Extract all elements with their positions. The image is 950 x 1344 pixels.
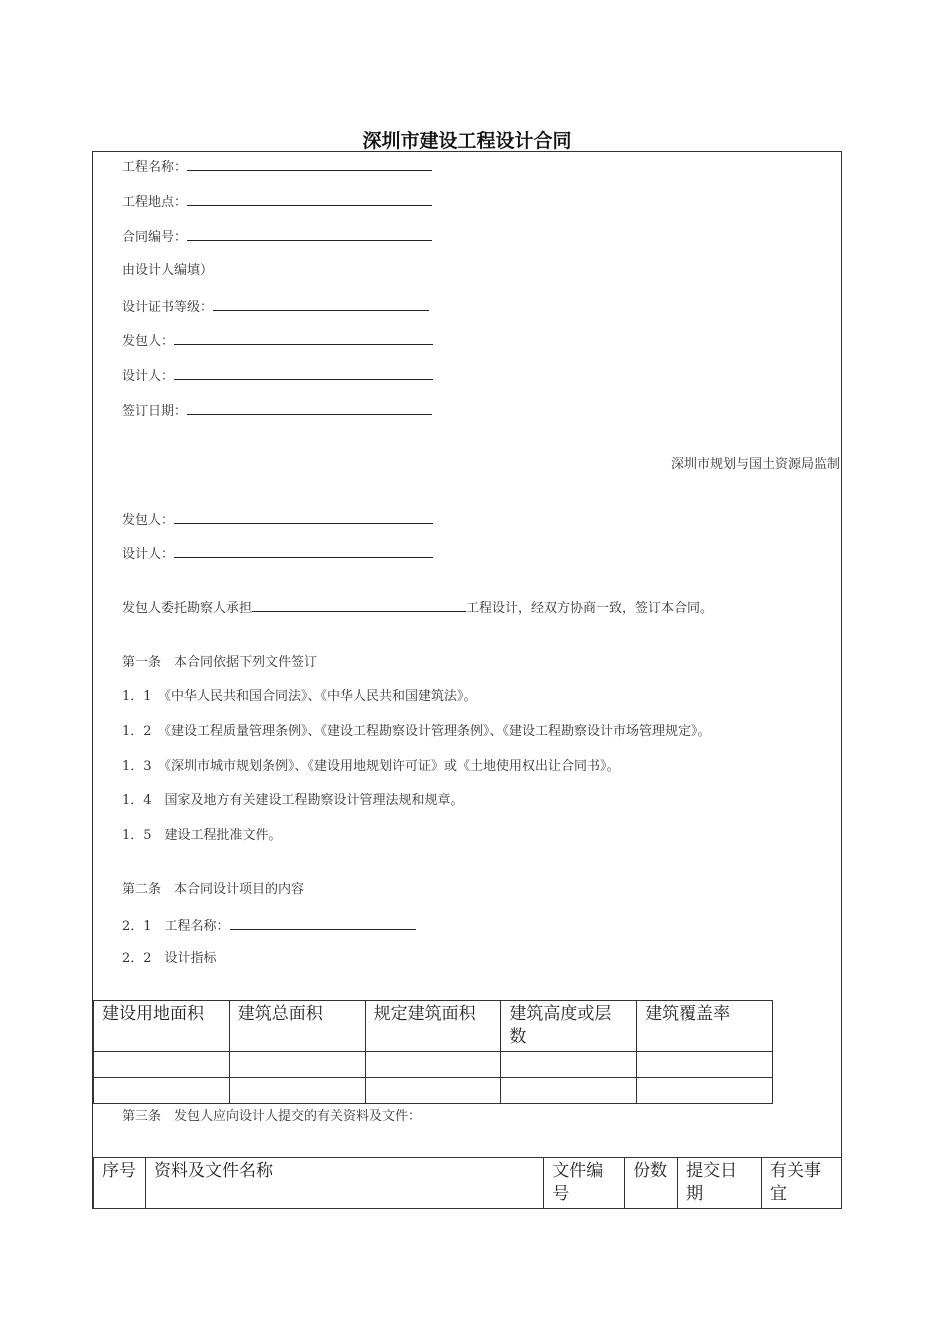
table-cell[interactable] [637,1052,773,1078]
table-header-cell: 建筑覆盖率 [637,1001,773,1052]
intro-paragraph [122,598,713,618]
intro-suffix: 工程设计，经双方协商一致，签订本合同。 [466,601,714,616]
article2-project-name-input[interactable] [230,916,416,930]
project-location-field [122,192,432,212]
intro-prefix: 发包人委托勘察人承担 [122,601,253,616]
project-name-field [122,157,432,177]
article1-item: 1．3 《深圳市城市规划条例》、《建设用地规划许可证》或《土地使用权出让合同书》。 [122,759,620,774]
article2-project-name-label: 2．1 工程名称： [122,919,230,934]
designer-input[interactable] [174,544,433,558]
sign-date-input[interactable] [187,401,432,415]
contract-no-label: 合同编号： [122,230,188,245]
contract-no-input[interactable] [187,227,432,241]
article2-item: 2．2 设计指标 [122,951,217,966]
cert-level-input[interactable] [213,297,429,311]
client-label: 发包人： [122,513,175,528]
table-row [94,1052,773,1078]
table-cell[interactable] [501,1052,637,1078]
documents-table [93,1157,842,1209]
cover-designer-input[interactable] [174,366,433,380]
table-cell[interactable] [637,1078,773,1104]
table-header-cell: 规定建筑面积 [365,1001,501,1052]
designer-field [122,544,433,564]
table-cell[interactable] [229,1052,365,1078]
table-cell[interactable] [365,1052,501,1078]
table-header-row [94,1001,773,1052]
document-title: 深圳市建设工程设计合同 [362,130,572,152]
table-header-row [94,1158,842,1209]
cover-client-input[interactable] [174,331,433,345]
table-header-cell: 资料及文件名称 [145,1158,543,1209]
filled-by-note: 由设计人编填） [122,263,214,278]
designer-label: 设计人： [122,547,175,562]
indicator-table [93,1000,773,1104]
cert-level-label: 设计证书等级： [122,300,214,315]
article2-heading: 第二条 本合同设计项目的内容 [122,882,305,897]
project-location-input[interactable] [187,192,432,206]
supervisor-text: 深圳市规划与国土资源局监制 [670,457,840,472]
cover-designer-field [122,366,433,386]
table-cell[interactable] [365,1078,501,1104]
table-header-cell: 建筑高度或层数 [501,1001,637,1052]
article1-heading: 第一条 本合同依据下列文件签订 [122,655,318,670]
table-cell[interactable] [94,1052,230,1078]
cert-level-field [122,297,429,317]
table-header-cell: 份数 [625,1158,678,1209]
article3-heading: 第三条 发包人应向设计人提交的有关资料及文件： [122,1109,422,1124]
cover-designer-label: 设计人： [122,369,175,384]
client-field [122,510,433,530]
table-header-cell: 序号 [94,1158,146,1209]
table-header-cell: 建设用地面积 [94,1001,230,1052]
table-header-cell: 有关事宜 [762,1158,842,1209]
table-cell[interactable] [94,1078,230,1104]
contract-no-field [122,227,432,247]
sign-date-field [122,401,432,421]
article1-item: 1．4 国家及地方有关建设工程勘察设计管理法规和规章。 [122,793,464,808]
sign-date-label: 签订日期： [122,404,188,419]
cover-client-label: 发包人： [122,334,175,349]
table-row [94,1078,773,1104]
client-input[interactable] [174,510,433,524]
project-name-input[interactable] [187,157,432,171]
project-location-label: 工程地点： [122,195,188,210]
table-cell[interactable] [501,1078,637,1104]
article2-project-name-field [122,916,416,936]
intro-project-input[interactable] [252,598,466,612]
table-header-cell: 文件编号 [544,1158,625,1209]
table-cell[interactable] [229,1078,365,1104]
article1-item: 1．1 《中华人民共和国合同法》、《中华人民共和国建筑法》。 [122,689,477,704]
article1-item: 1．2 《建设工程质量管理条例》、《建设工程勘察设计管理条例》、《建设工程勘察设计市场管理规定》。 [122,724,711,739]
table-header-cell: 提交日期 [678,1158,762,1209]
project-name-label: 工程名称： [122,160,188,175]
table-header-cell: 建筑总面积 [229,1001,365,1052]
article1-item: 1．5 建设工程批准文件。 [122,828,282,843]
cover-client-field [122,331,433,351]
